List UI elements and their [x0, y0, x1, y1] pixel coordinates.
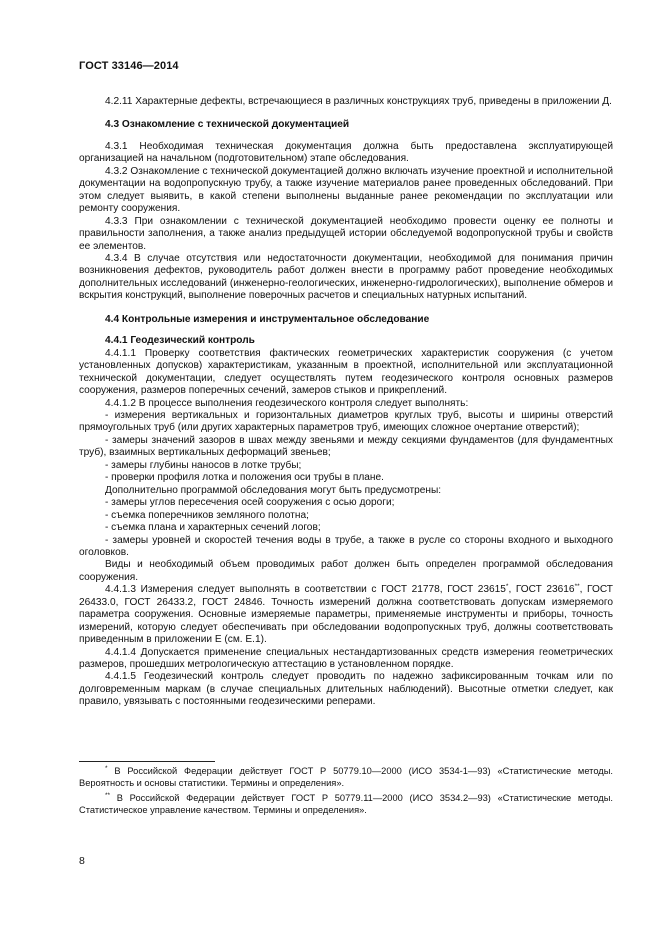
scope-paragraph: Виды и необходимый объем проводимых работ должен быть определен программой обследования сооружения.: [79, 559, 613, 583]
clause-4-3-3: 4.3.3 При ознакомлении с технической документацией необходимо провести оценку ее полноты и правильности заполнения, а также анализ предыдущей истории обследуемой водопропускной трубы и свойств ее элементов.: [79, 215, 613, 252]
list-item: - съемка поперечников земляного полотна;: [105, 509, 309, 521]
section-heading-4-4: 4.4 Контрольные измерения и инструментальное обследование: [105, 313, 430, 325]
list-item: - съемка плана и характерных сечений логов;: [105, 522, 321, 534]
footnote: [79, 792, 613, 816]
footnote-mark: *: [105, 765, 108, 772]
footnote-text: В Российской Федерации действует ГОСТ Р 50779.10—2000 (ИСО 3534-1—93) «Статистические методы. Вероятность и основы статистики. Термины и определения».: [79, 766, 613, 788]
clause-4-4-1-4: 4.4.1.4 Допускается применение специальных нестандартизованных средств измерения геометрических размеров, прошедших метрологическую аттестацию в установленном порядке.: [79, 646, 613, 671]
footnote-mark: **: [105, 792, 111, 799]
list-item: - замеры глубины наносов в лотке трубы;: [105, 459, 302, 471]
clause-text: 4.4.1.3 Измерения следует выполнять в соответствии с ГОСТ 21778, ГОСТ 23615: [105, 584, 506, 596]
clause-4-2-11: 4.2.11 Характерные дефекты, встречающиеся в различных конструкциях труб, приведены в приложении Д.: [105, 96, 612, 107]
section-heading-4-3: 4.3 Ознакомление с технической документацией: [105, 119, 350, 131]
document-body: [79, 96, 613, 709]
page-number: 8: [79, 855, 85, 867]
clause-4-4-1-5: 4.4.1.5 Геодезический контроль следует проводить по надежно зафиксированным точкам или по долговременным маркам (в случае специальных длительных наблюдений). Высотные отметки следует, как правило, увязывать с постоянными геодезическими реперами.: [79, 671, 613, 708]
subsection-heading-4-4-1: 4.4.1 Геодезический контроль: [105, 335, 255, 347]
list-item: - замеры углов пересечения осей сооружения с осью дороги;: [105, 497, 395, 509]
list-item: - замеры значений зазоров в швах между звеньями и между секциями фундаментов (для фундаментных труб), взаимных вертикальных деформаций звеньев;: [79, 434, 613, 459]
footnote: [79, 765, 613, 789]
footnotes: [79, 765, 613, 819]
list-item: - проверки профиля лотка и положения оси трубы в плане.: [105, 472, 384, 484]
clause-text: , ГОСТ 23616: [508, 584, 575, 596]
footnote-ref: *: [505, 583, 509, 591]
footnote-ref: **: [574, 583, 580, 591]
clause-4-4-1-2: 4.4.1.2 В процессе выполнения геодезического контроля следует выполнять:: [105, 397, 469, 409]
footnote-text: В Российской Федерации действует ГОСТ Р 50779.11—2000 (ИСО 3534.2—93) «Статистические методы. Статистическое управление качеством. Термины и определения».: [79, 793, 613, 815]
footnote-divider: [79, 761, 215, 762]
clause-4-3-1: 4.3.1 Необходимая техническая документация должна быть предоставлена эксплуатирующей организацией на начальном (подготовительном) этапе обследования.: [79, 140, 613, 165]
list-item: - замеры уровней и скоростей течения воды в трубе, а также в русле со стороны входного и выходного оголовков.: [79, 534, 613, 558]
clause-4-4-1-1: 4.4.1.1 Проверку соответствия фактических геометрических характеристик сооружения (с учетом установленных допусков) характеристикам, указанным в проектной, исполнительной или эксплуатационной технической документации, следует осуществлять путем геодезического контроля основных размеров сооружения, размеров поперечных сечений, замеров стыков и прикреплений.: [79, 347, 613, 397]
clause-4-4-1-3: [79, 584, 613, 646]
document-header: ГОСТ 33146—2014: [79, 60, 179, 72]
clause-4-3-4: 4.3.4 В случае отсутствия или недостаточности документации, необходимой для понимания причин возникновения дефектов, руководитель работ должен внести в программу работ проведение необходимых дополнительных исследований (инженерно-геологических, инженерно-гидрологических), выполнение обмеров и вскрытия конструкций, выполнение поверочных расчетов и специальных натурных испытаний.: [79, 252, 613, 302]
clause-4-3-2: 4.3.2 Ознакомление с технической документацией должно включать изучение проектной и исполнительной документации на водопропускную трубу, а также изучение материалов ранее проведенных обследований. При этом следует выявить, в какой степени выполнены выданные ранее рекомендации по эксплуатации или ремонту сооружения.: [79, 165, 613, 215]
list-item: - измерения вертикальных и горизонтальных диаметров круглых труб, высоты и ширины отверстий прямоугольных труб (или других характерных параметров труб, имеющих сложное очертание отверстий);: [79, 409, 613, 434]
additional-works-intro: Дополнительно программой обследования могут быть предусмотрены:: [105, 484, 442, 496]
clause-text: , ГОСТ 26433.0, ГОСТ 26433.2, ГОСТ 24846. Точность измерений должна соответствовать допускам измеряемого параметра сооружения. Основные измеряемые параметры, применяемые инструменты и приборы, точность измерений, которую следует обеспечивать при обследовании водопропускных труб, должны соответствовать приведенным в приложении Е (см. Е.1).: [79, 584, 613, 646]
